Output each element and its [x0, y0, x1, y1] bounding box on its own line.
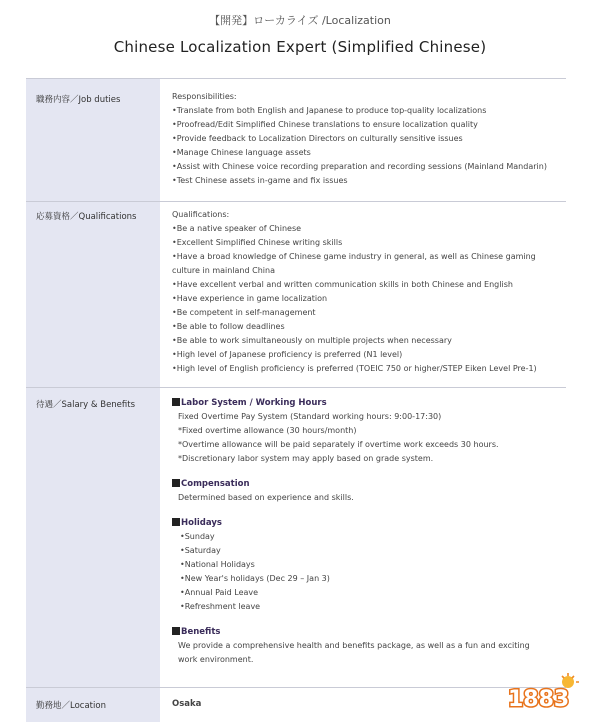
- list-item: •Provide feedback to Localization Directors on culturally sensitive issues: [172, 134, 463, 143]
- qualifications-content: [172, 208, 562, 376]
- list-item: •Assist with Chinese voice recording preparation and recording sessions (Mainland Mandarin): [172, 162, 547, 171]
- job-category: 【開発】ローカライズ /Localization: [209, 14, 391, 27]
- holidays-heading: Holidays: [172, 516, 562, 530]
- location-label: 勤務地／Location: [36, 701, 106, 711]
- job-duties-heading: Responsibilities:: [172, 92, 237, 101]
- watermark-logo: [504, 673, 586, 713]
- square-bullet-icon: [172, 518, 180, 526]
- compensation-heading: Compensation: [172, 477, 562, 491]
- labor-line: *Discretionary labor system may apply based on grade system.: [178, 454, 434, 463]
- page-title: Chinese Localization Expert (Simplified Chinese): [113, 38, 487, 56]
- square-bullet-icon: [172, 627, 180, 635]
- holiday-item: •Annual Paid Leave: [180, 588, 259, 597]
- benefits-text: We provide a comprehensive health and benefits package, as well as a fun and exciting work environment.: [178, 641, 530, 664]
- compensation-text: Determined based on experience and skills.: [178, 493, 354, 502]
- job-duties-label: 職務内容／Job duties: [36, 95, 121, 105]
- list-item: •Have a broad knowledge of Chinese game industry in general, as well as Chinese gaming culture in mainland China: [172, 252, 536, 275]
- labor-line: *Overtime allowance will be paid separately if overtime work exceeds 30 hours.: [178, 440, 499, 449]
- salary-content: [172, 396, 562, 667]
- labor-system-heading: Labor System / Working Hours: [172, 396, 562, 410]
- location-value: Osaka: [172, 699, 202, 709]
- row-divider: [26, 201, 566, 202]
- sun-icon: [562, 673, 579, 688]
- list-item: •Have excellent verbal and written communication skills in both Chinese and English: [172, 280, 513, 289]
- list-item: •Be able to work simultaneously on multiple projects when necessary: [172, 336, 452, 345]
- square-bullet-icon: [172, 398, 180, 406]
- benefits-heading: Benefits: [172, 625, 562, 639]
- salary-label: 待遇／Salary & Benefits: [36, 400, 136, 410]
- list-item: •Proofread/Edit Simplified Chinese translations to ensure localization quality: [172, 120, 478, 129]
- labor-line: Fixed Overtime Pay System (Standard working hours: 9:00-17:30): [178, 412, 442, 421]
- row-divider: [26, 387, 566, 388]
- labor-line: *Fixed overtime allowance (30 hours/month): [178, 426, 357, 435]
- list-item: •Manage Chinese language assets: [172, 148, 311, 157]
- list-item: •High level of Japanese proficiency is preferred (N1 level): [172, 350, 403, 359]
- list-item: •Excellent Simplified Chinese writing skills: [172, 238, 343, 247]
- list-item: •Be able to follow deadlines: [172, 322, 285, 331]
- qualifications-heading: Qualifications:: [172, 210, 230, 219]
- list-item: •High level of English proficiency is preferred (TOEIC 750 or higher/STEP Eiken Level Pre-1): [172, 364, 537, 373]
- job-duties-content: [172, 90, 562, 188]
- square-bullet-icon: [172, 479, 180, 487]
- job-details-table: [26, 78, 566, 722]
- row-divider: [26, 687, 566, 688]
- list-item: •Be a native speaker of Chinese: [172, 224, 302, 233]
- list-item: •Be competent in self-management: [172, 308, 316, 317]
- list-item: •Test Chinese assets in-game and fix issues: [172, 176, 348, 185]
- qualifications-label: 応募資格／Qualifications: [36, 212, 137, 222]
- list-item: •Translate from both English and Japanese to produce top-quality localizations: [172, 106, 487, 115]
- watermark-text: 1883: [508, 687, 570, 712]
- holiday-item: •Refreshment leave: [180, 602, 261, 611]
- list-item: •Have experience in game localization: [172, 294, 328, 303]
- holiday-item: •New Year's holidays (Dec 29 – Jan 3): [180, 574, 330, 583]
- holiday-item: •National Holidays: [180, 560, 255, 569]
- holiday-item: •Sunday: [180, 532, 215, 541]
- holiday-item: •Saturday: [180, 546, 221, 555]
